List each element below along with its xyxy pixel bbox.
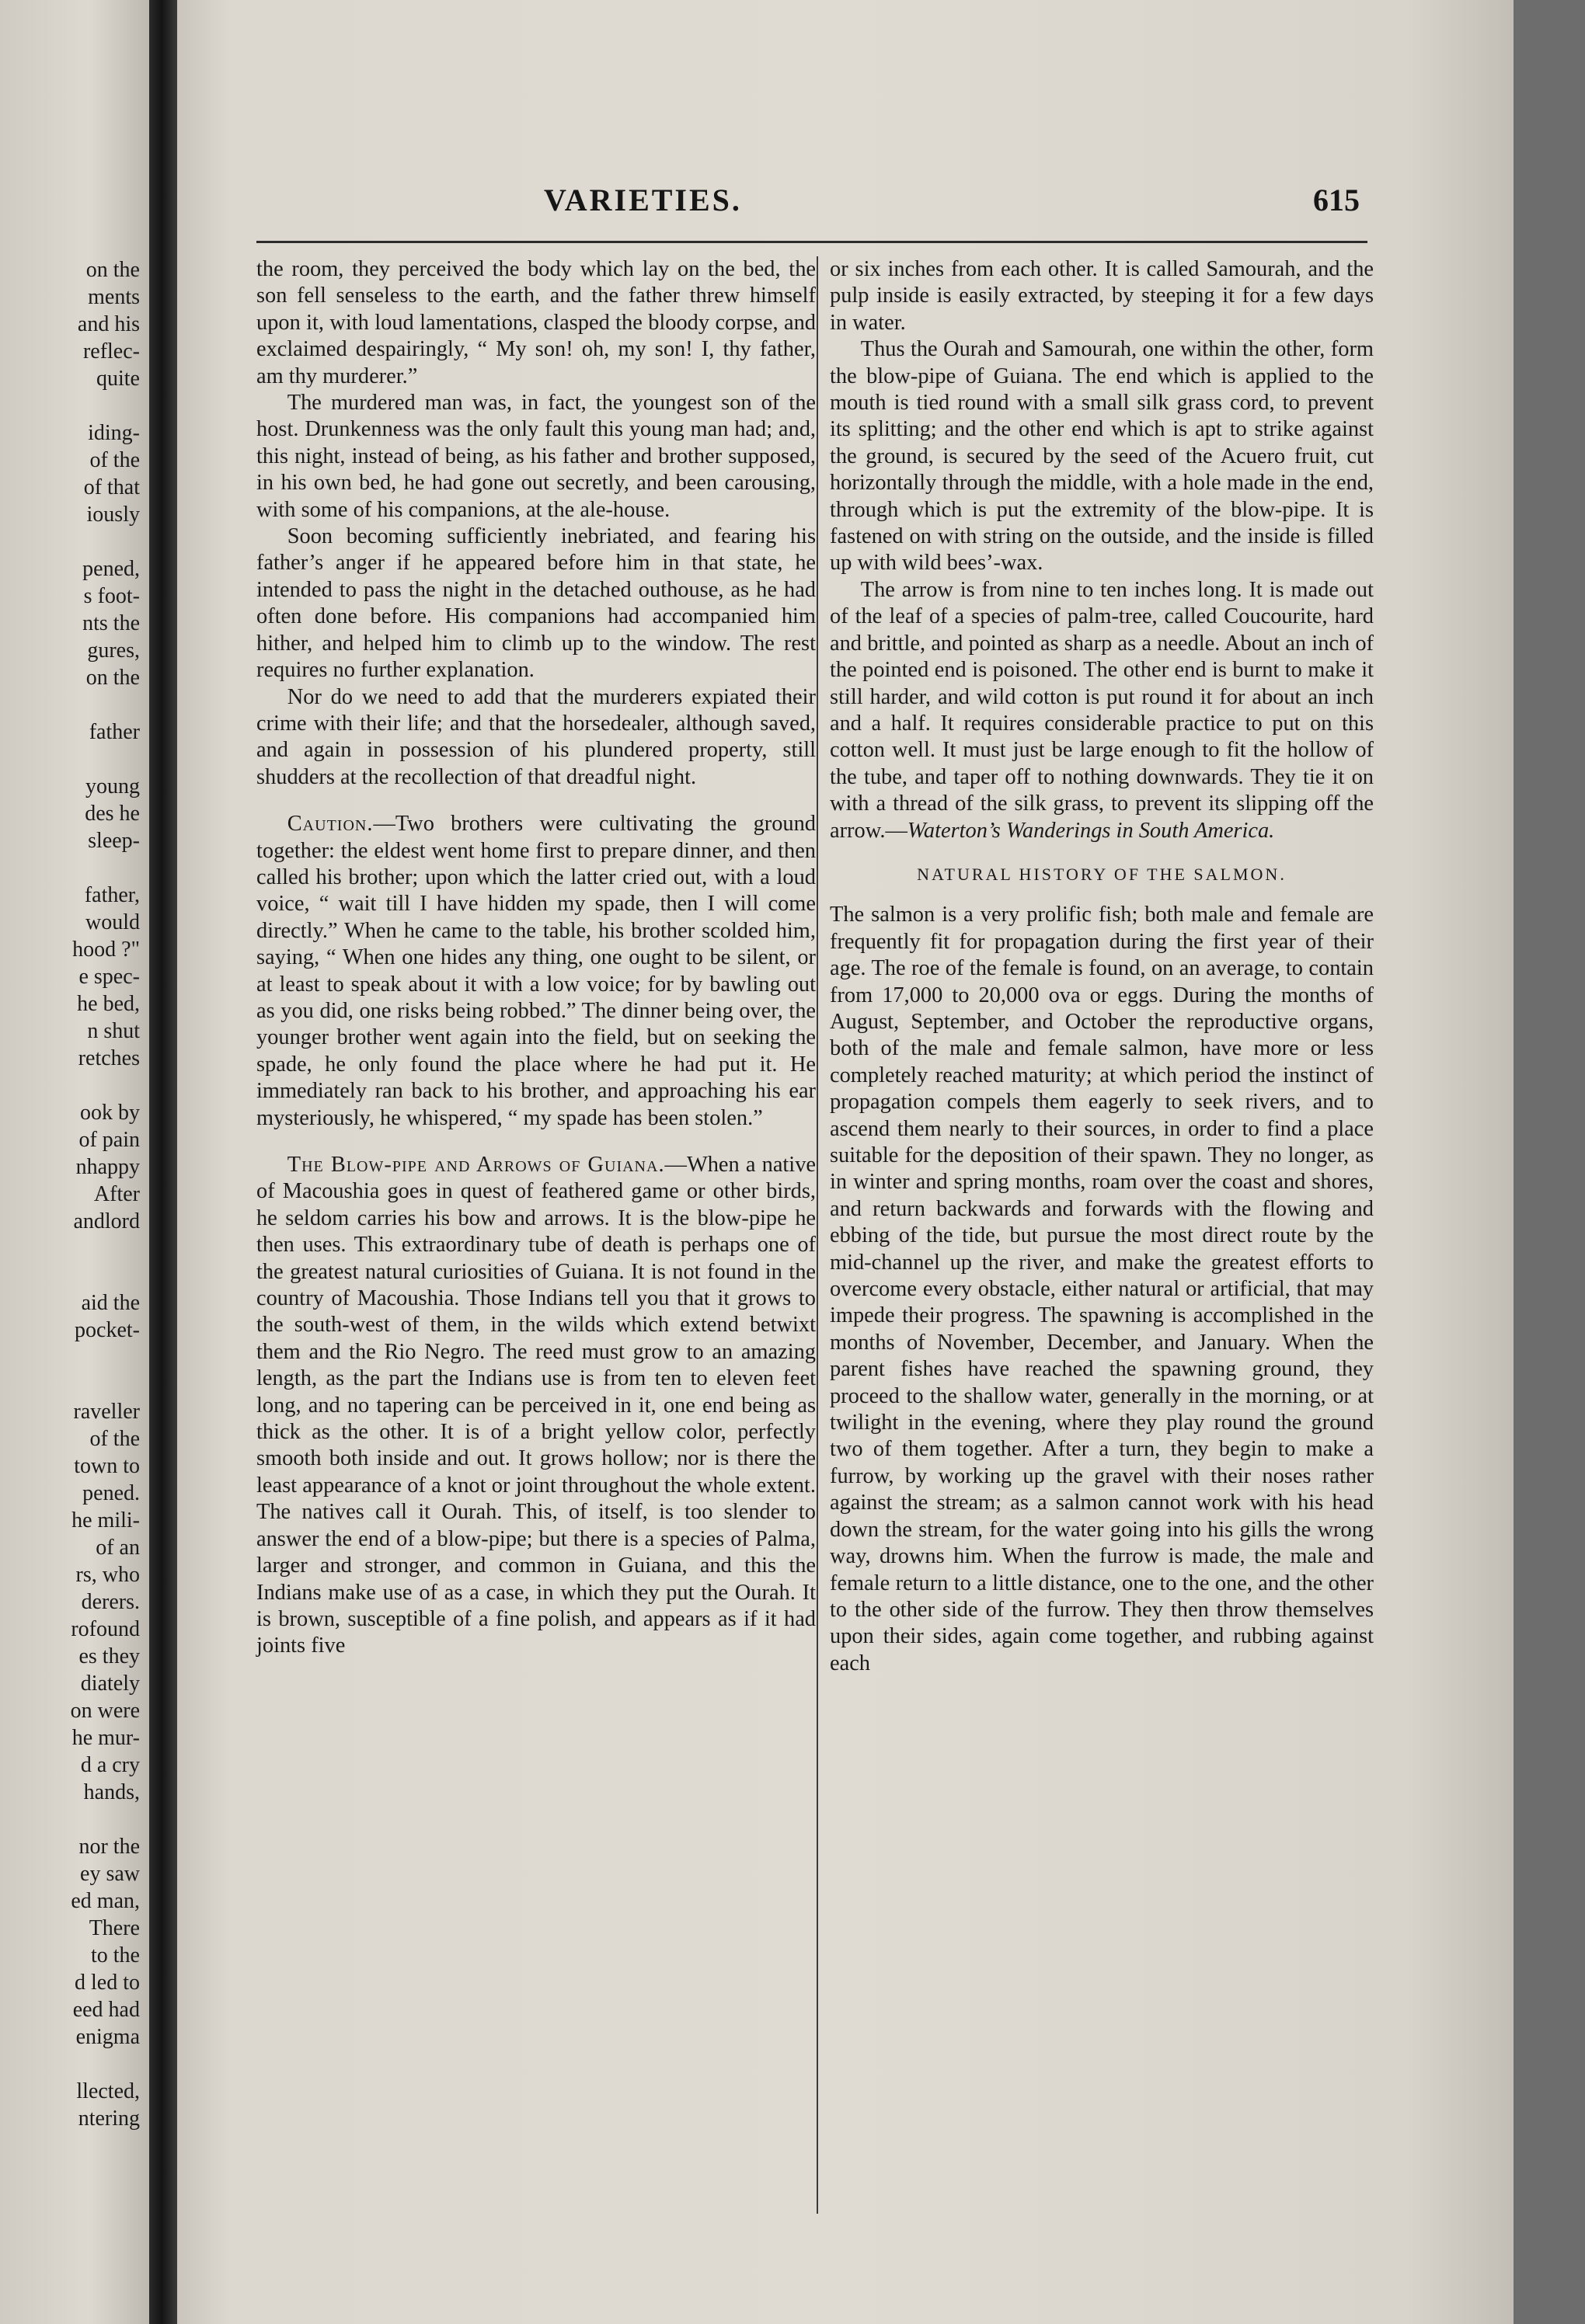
left-column	[256, 256, 816, 1660]
header-rule	[256, 241, 1367, 243]
facing-page-line: he mur-	[71, 1726, 140, 1750]
blowpipe-paragraph: Thus the Ourah and Samourah, one within the other, form the blow-pipe of Guiana. The end which is applied to the mouth is tied round with a small silk grass cord, to prevent its splitting; and the other end which is apt to strike against the ground, is secured by the seed of the Acuero fruit, cut horizontally through the middle, with a hole made in the end, through which is put the extremity of the blow-pipe. It is fastened on with string on the outside, and the inside is filled up with wild bees’-wax.	[830, 337, 1374, 576]
facing-page-line	[0, 1072, 145, 1099]
blowpipe-title: The Blow-pipe and Arrows of Guiana.	[287, 1153, 665, 1177]
facing-page-line: and his	[77, 312, 140, 336]
facing-page-line: young	[85, 774, 140, 798]
caution-article	[256, 811, 816, 1132]
facing-page-line: e spec-	[78, 965, 140, 989]
page-number: 615	[1313, 183, 1360, 217]
facing-page-line: andlord	[73, 1209, 140, 1233]
facing-page-text-fragments	[0, 256, 145, 2132]
blowpipe-article	[256, 1152, 816, 1660]
source-citation: Waterton’s Wanderings in South America.	[907, 818, 1275, 843]
facing-page-line: s foot-	[83, 584, 140, 608]
facing-page-line	[0, 1344, 145, 1371]
facing-page-line: There	[89, 1916, 140, 1940]
facing-page-line: he mili-	[71, 1508, 140, 1533]
facing-page-line: gures,	[87, 638, 140, 663]
facing-page-line: d a cry	[80, 1753, 140, 1777]
facing-page-line: es they	[78, 1644, 140, 1668]
facing-page-line	[0, 1806, 145, 1833]
facing-page-line: derers.	[81, 1590, 140, 1614]
arrow-paragraph	[830, 577, 1374, 844]
running-head: VARIETIES.	[544, 183, 742, 217]
facing-page-line: of the	[89, 448, 140, 472]
salmon-section-heading: NATURAL HISTORY OF THE SALMON.	[917, 864, 1287, 884]
facing-page-line: After	[93, 1182, 140, 1206]
facing-page-line: ntering	[78, 2107, 140, 2131]
facing-page-line: of pain	[78, 1128, 140, 1152]
facing-page-line: ments	[88, 285, 140, 309]
facing-page-line: quite	[96, 367, 140, 391]
facing-page-line	[0, 691, 145, 718]
facing-page-line: enigma	[75, 2025, 140, 2049]
facing-page-line: of an	[96, 1536, 140, 1560]
story-paragraph: Nor do we need to add that the murderers expiated their crime with their life; and that the horsedealer, although saved, and again in possession of his plundered property, still shudders at the recollection of that dreadful night.	[256, 684, 816, 789]
facing-page-line: raveller	[73, 1400, 140, 1424]
facing-page-line: aid the	[81, 1291, 140, 1315]
book-gutter	[149, 0, 177, 2324]
facing-page-line: ed man,	[71, 1889, 140, 1913]
facing-page-line: on were	[70, 1699, 140, 1723]
column-divider	[817, 256, 818, 2214]
facing-page-line: of that	[83, 475, 140, 499]
facing-page-line: eed had	[72, 1998, 140, 2022]
facing-page-line: nhappy	[75, 1155, 140, 1179]
facing-page-line: pocket-	[75, 1318, 140, 1342]
story-paragraph: Soon becoming sufficiently inebriated, and fearing his father’s anger if he appeared before him in that state, he intended to pass the night in the detached outhouse, as he had often done before. His companions had accompanied him hither, and helped him to climb up to the window. The rest requires no further explanation.	[256, 524, 816, 683]
facing-page-line	[0, 2051, 145, 2078]
arrow-text: The arrow is from nine to ten inches long. It is made out of the leaf of a species of palm-tree, called Coucourite, hard and brittle, and pointed as sharp as a needle. About an inch of the pointed end is poisoned. The other end is burnt to make it still harder, and wild cotton is put round it for about an inch and a half. It requires considerable practice to put on this cotton well. It must just be large enough to fit the hollow of the tube, and taper off to nothing downwards. They tie it on with a thread of the silk grass, to prevent its slipping off the arrow.—	[830, 577, 1374, 843]
facing-page-line: he bed,	[77, 992, 140, 1016]
facing-page-line: retches	[78, 1046, 140, 1070]
facing-page-line: father	[89, 720, 140, 744]
blowpipe-text: —When a native of Macoushia goes in quest of feathered game or other birds, he seldom carries his bow and arrows. It is the blow-pipe he then uses. This extraordinary tube of death is perhaps one of the greatest natural curiosities of Guiana. It is not found in the country of Macoushia. Those Indians tell you that it grows to the south-west of them, in the wilds which extend betwixt them and the Rio Negro. The reed must grow to an amazing length, as the part the Indians use is from ten to eleven feet long, and no tapering can be perceived in it, one end being as thick as the other. It is of a bright yellow color, perfectly smooth both inside and out. It grows hollow; nor is there the least appearance of a knot or joint throughout the whole extent. The natives call it Ourah. This, of itself, is too slender to answer the end of a blow-pipe; but there is a species of Palma, larger and stronger, and common in Guiana, and this the Indians make use of as a case, in which they put the Ourah. It is brown, susceptible of a fine polish, and appears as if it had joints five	[256, 1153, 816, 1658]
blowpipe-continued-paragraph: or six inches from each other. It is called Samourah, and the pulp inside is easily extracted, by steeping it for a few days in water.	[830, 257, 1374, 335]
facing-page-line: iously	[86, 503, 140, 527]
facing-page-line: father,	[84, 883, 140, 907]
facing-page-line: d led to	[75, 1971, 140, 1995]
facing-page-line	[0, 1371, 145, 1398]
facing-page-line: rs, who	[75, 1563, 140, 1587]
story-paragraph: The murdered man was, in fact, the youngest son of the host. Drunkenness was the only fault this young man had; and, this night, instead of being, as his father and brother supposed, in his own bed, he had gone out secretly, and been carousing, with some of his companions, at the ale-house.	[256, 391, 816, 522]
facing-page-line	[0, 1235, 145, 1262]
facing-page-line: nor the	[78, 1835, 140, 1859]
caution-text: —Two brothers were cultivating the ground together: the eldest went home first to prepare dinner, and then called his brother; upon which the latter cried out, with a loud voice, “ wait till I have hidden my spade, then I will come directly.” When he came to the table, his brother scolded him, saying, “ When one hides any thing, one ought to be silent, or at least to speak about it with a low voice; for by bawling out as you did, one risks being robbed.” The dinner being over, the younger brother went again into the field, but on seeking the spade, he only found the place where he had put it. He immediately ran back to his brother, and approaching his ear mysteriously, he whispered, “ my spade has been stolen.”	[256, 812, 816, 1130]
facing-page-line: sleep-	[88, 829, 140, 853]
facing-page-edge	[0, 0, 149, 2324]
facing-page-line: des he	[85, 802, 140, 826]
facing-page-line	[0, 854, 145, 882]
facing-page-line	[0, 746, 145, 773]
right-column	[830, 256, 1374, 1677]
story-conclusion-paragraph: the room, they perceived the body which lay on the bed, the son fell senseless to the earth, and the father threw himself upon it, with loud lamentations, clasped the bloody corpse, and exclaimed despairingly, “ My son! oh, my son! I, thy father, am thy murderer.”	[256, 257, 816, 388]
facing-page-line: iding-	[88, 421, 140, 445]
facing-page-line: on the	[85, 666, 140, 690]
facing-page-line: nts the	[82, 611, 140, 635]
caution-title: Caution.	[287, 812, 374, 837]
facing-page-line: n shut	[87, 1019, 140, 1043]
facing-page-line: pened,	[82, 557, 140, 581]
facing-page-line	[0, 528, 145, 555]
facing-page-line	[0, 1262, 145, 1289]
facing-page-line: of the	[89, 1427, 140, 1451]
facing-page-line: pened.	[82, 1481, 140, 1505]
facing-page-line: diately	[80, 1672, 140, 1696]
facing-page-line: rofound	[71, 1617, 140, 1641]
facing-page-line: reflec-	[82, 339, 140, 364]
facing-page-line: on the	[85, 258, 140, 282]
facing-page-line: town to	[74, 1454, 140, 1478]
facing-page-line: would	[85, 910, 140, 934]
facing-page-line	[0, 392, 145, 419]
facing-page-line: to the	[91, 1943, 140, 1967]
facing-page-line: llected,	[76, 2079, 140, 2103]
facing-page-line: hood ?"	[72, 938, 140, 962]
facing-page-line: ey saw	[80, 1862, 140, 1886]
salmon-paragraph: The salmon is a very prolific fish; both male and female are frequently fit for propagation during the first year of their age. The roe of the female is found, on an average, to contain from 17,000 to 20,000 ova or eggs. During the months of August, September, and October the reproductive organs, both of the male and female salmon, have more or less completely reached maturity; at which period the instinct of propagation compels them eagerly to seek rivers, and to ascend them nearly to their sources, in order to find a place suitable for the deposition of their spawn. They no longer, as in winter and spring months, roam over the coast and shores, and return backwards and forwards with the flowing and ebbing of the tide, but pursue the most direct route by the mid-channel up the river, and make the greatest efforts to overcome every obstacle, either natural or artificial, that may impede their progress. The spawning is accomplished in the months of November, December, and January. When the parent fishes have reached the spawning ground, they proceed to the shallow water, generally in the morning, or at twilight in the evening, where they play round the ground two of them together. After a turn, they begin to make a furrow, by working up the gravel with their noses rather against the stream; as a salmon cannot work with his head down the stream, for the water going into his gills the wrong way, drowns him. When the furrow is made, the male and female return to a little distance, one to the one, and the other to the other side of the furrow. They then throw themselves upon their sides, again come together, and rubbing against each	[830, 903, 1374, 1675]
facing-page-line: hands,	[83, 1780, 140, 1804]
facing-page-line: ook by	[80, 1101, 140, 1125]
